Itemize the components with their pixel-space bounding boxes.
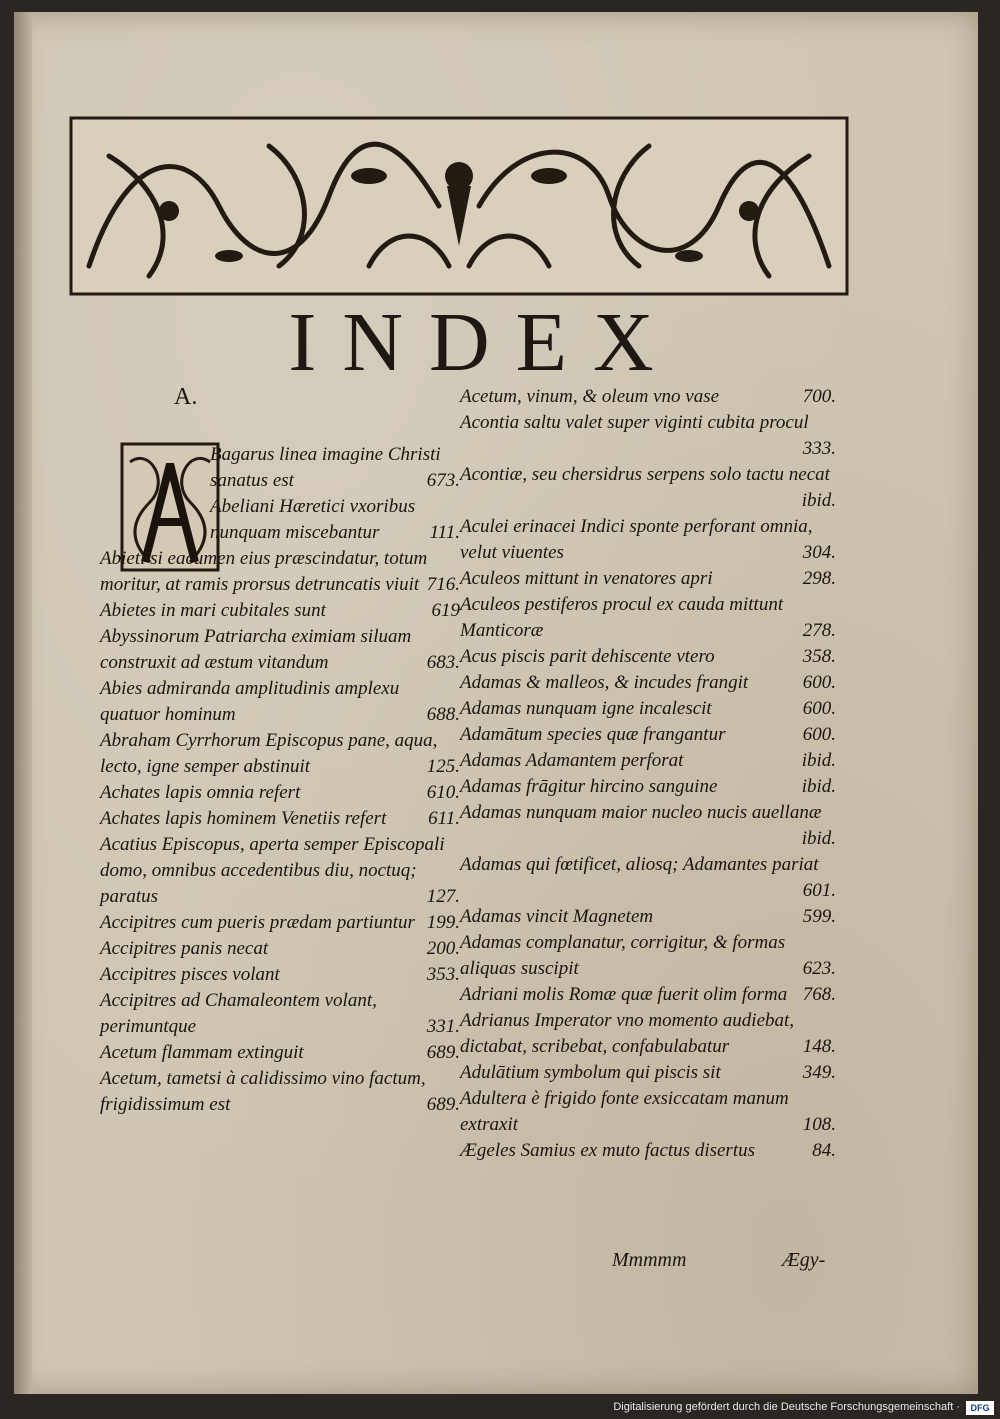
catchword: Ægy-	[782, 1249, 826, 1271]
list-item: Adamas nunquam maior nucleo nucis auellanæ ibid.	[460, 802, 836, 849]
list-item: Aculeos mittunt in venatores apri 298.	[460, 568, 836, 589]
page-spine-shadow	[14, 12, 32, 1394]
index-left-column	[100, 384, 460, 1118]
list-item: Adamas frāgitur hircino sanguine ibid.	[460, 776, 836, 797]
list-item: Adamas Adamantem perforat ibid.	[460, 750, 836, 771]
letter-heading: A.	[174, 384, 198, 410]
list-item: Abietes in mari cubitales sunt 619	[100, 600, 460, 621]
list-item: Adrianus Imperator vno momento audiebat, dictabat, scribebat, confabulabatur 148.	[460, 1010, 836, 1057]
list-item: Adamātum species quæ frangantur 600.	[460, 724, 836, 745]
index-right-column	[460, 384, 836, 1164]
list-item: Acatius Episcopus, aperta semper Episcopali domo, omnibus accedentibus diu, noctuq; paratus 127.	[100, 834, 460, 907]
list-item: Adamas qui fœtificet, aliosq; Adamantes pariat 601.	[460, 854, 836, 901]
list-item: Bagarus linea imagine Christi sanatus est 673.	[210, 444, 460, 491]
list-item: Aculei erinacei Indici sponte perforant omnia, velut viuentes 304.	[460, 516, 836, 563]
list-item: Abies admiranda amplitudinis amplexu quatuor hominum 688.	[100, 678, 460, 725]
list-item: Aculeos pestiferos procul ex cauda mittunt Manticoræ 278.	[460, 594, 836, 641]
list-item: Acontiæ, seu chersidrus serpens solo tactu necat ibid.	[460, 464, 836, 511]
list-item: Accipitres ad Chamaleontem volant, perimuntque 331.	[100, 990, 460, 1037]
list-item: Adriani molis Romæ quæ fuerit olim forma 768.	[460, 984, 836, 1005]
list-item: Abeliani Hæretici vxoribus nunquam miscebantur 111.	[210, 496, 460, 543]
book-page	[14, 12, 978, 1394]
list-item: Acetum flammam extinguit 689.	[100, 1042, 460, 1063]
list-item: Accipitres cum pueris prædam partiuntur 199.	[100, 912, 460, 933]
dfg-logo-icon: DFG	[966, 1401, 994, 1415]
digitization-credit: Digitalisierung gefördert durch die Deutsche Forschungsgemeinschaft ·	[613, 1401, 960, 1413]
list-item: Abyssinorum Patriarcha eximiam siluam construxit ad æstum vitandum 683.	[100, 626, 460, 673]
signature-mark: Mmmmm	[612, 1249, 687, 1271]
list-item: Ægeles Samius ex muto factus disertus 84.	[460, 1140, 836, 1161]
list-item: Adamas vincit Magnetem 599.	[460, 906, 836, 927]
list-item: Acontia saltu valet super viginti cubita procul 333.	[460, 412, 836, 459]
list-item: Achates lapis omnia refert 610.	[100, 782, 460, 803]
list-item: Adulātium symbolum qui piscis sit 349.	[460, 1062, 836, 1083]
list-item: Adultera è frigido fonte exsiccatam manum extraxit 108.	[460, 1088, 836, 1135]
list-item: Adamas complanatur, corrigitur, & formas aliquas suscipit 623.	[460, 932, 836, 979]
list-item: Achates lapis hominem Venetiis refert 611.	[100, 808, 460, 829]
list-item: Acetum, vinum, & oleum vno vase 700.	[460, 386, 836, 407]
list-item: Acus piscis parit dehiscente vtero 358.	[460, 646, 836, 667]
list-item: Accipitres pisces volant 353.	[100, 964, 460, 985]
list-item: Accipitres panis necat 200.	[100, 938, 460, 959]
list-item: Adamas nunquam igne incalescit 600.	[460, 698, 836, 719]
list-item: Acetum, tametsi à calidissimo vino factum, frigidissimum est 689.	[100, 1068, 460, 1115]
page-title: INDEX	[288, 296, 680, 389]
list-item: Adamas & malleos, & incudes frangit 600.	[460, 672, 836, 693]
list-item: Abieti si eacumen eius præscindatur, totum moritur, at ramis prorsus detruncatis viuit 716.	[100, 548, 460, 595]
list-item: Abraham Cyrrhorum Episcopus pane, aqua, lecto, igne semper abstinuit 125.	[100, 730, 460, 777]
ornamental-headpiece-icon	[69, 116, 849, 296]
